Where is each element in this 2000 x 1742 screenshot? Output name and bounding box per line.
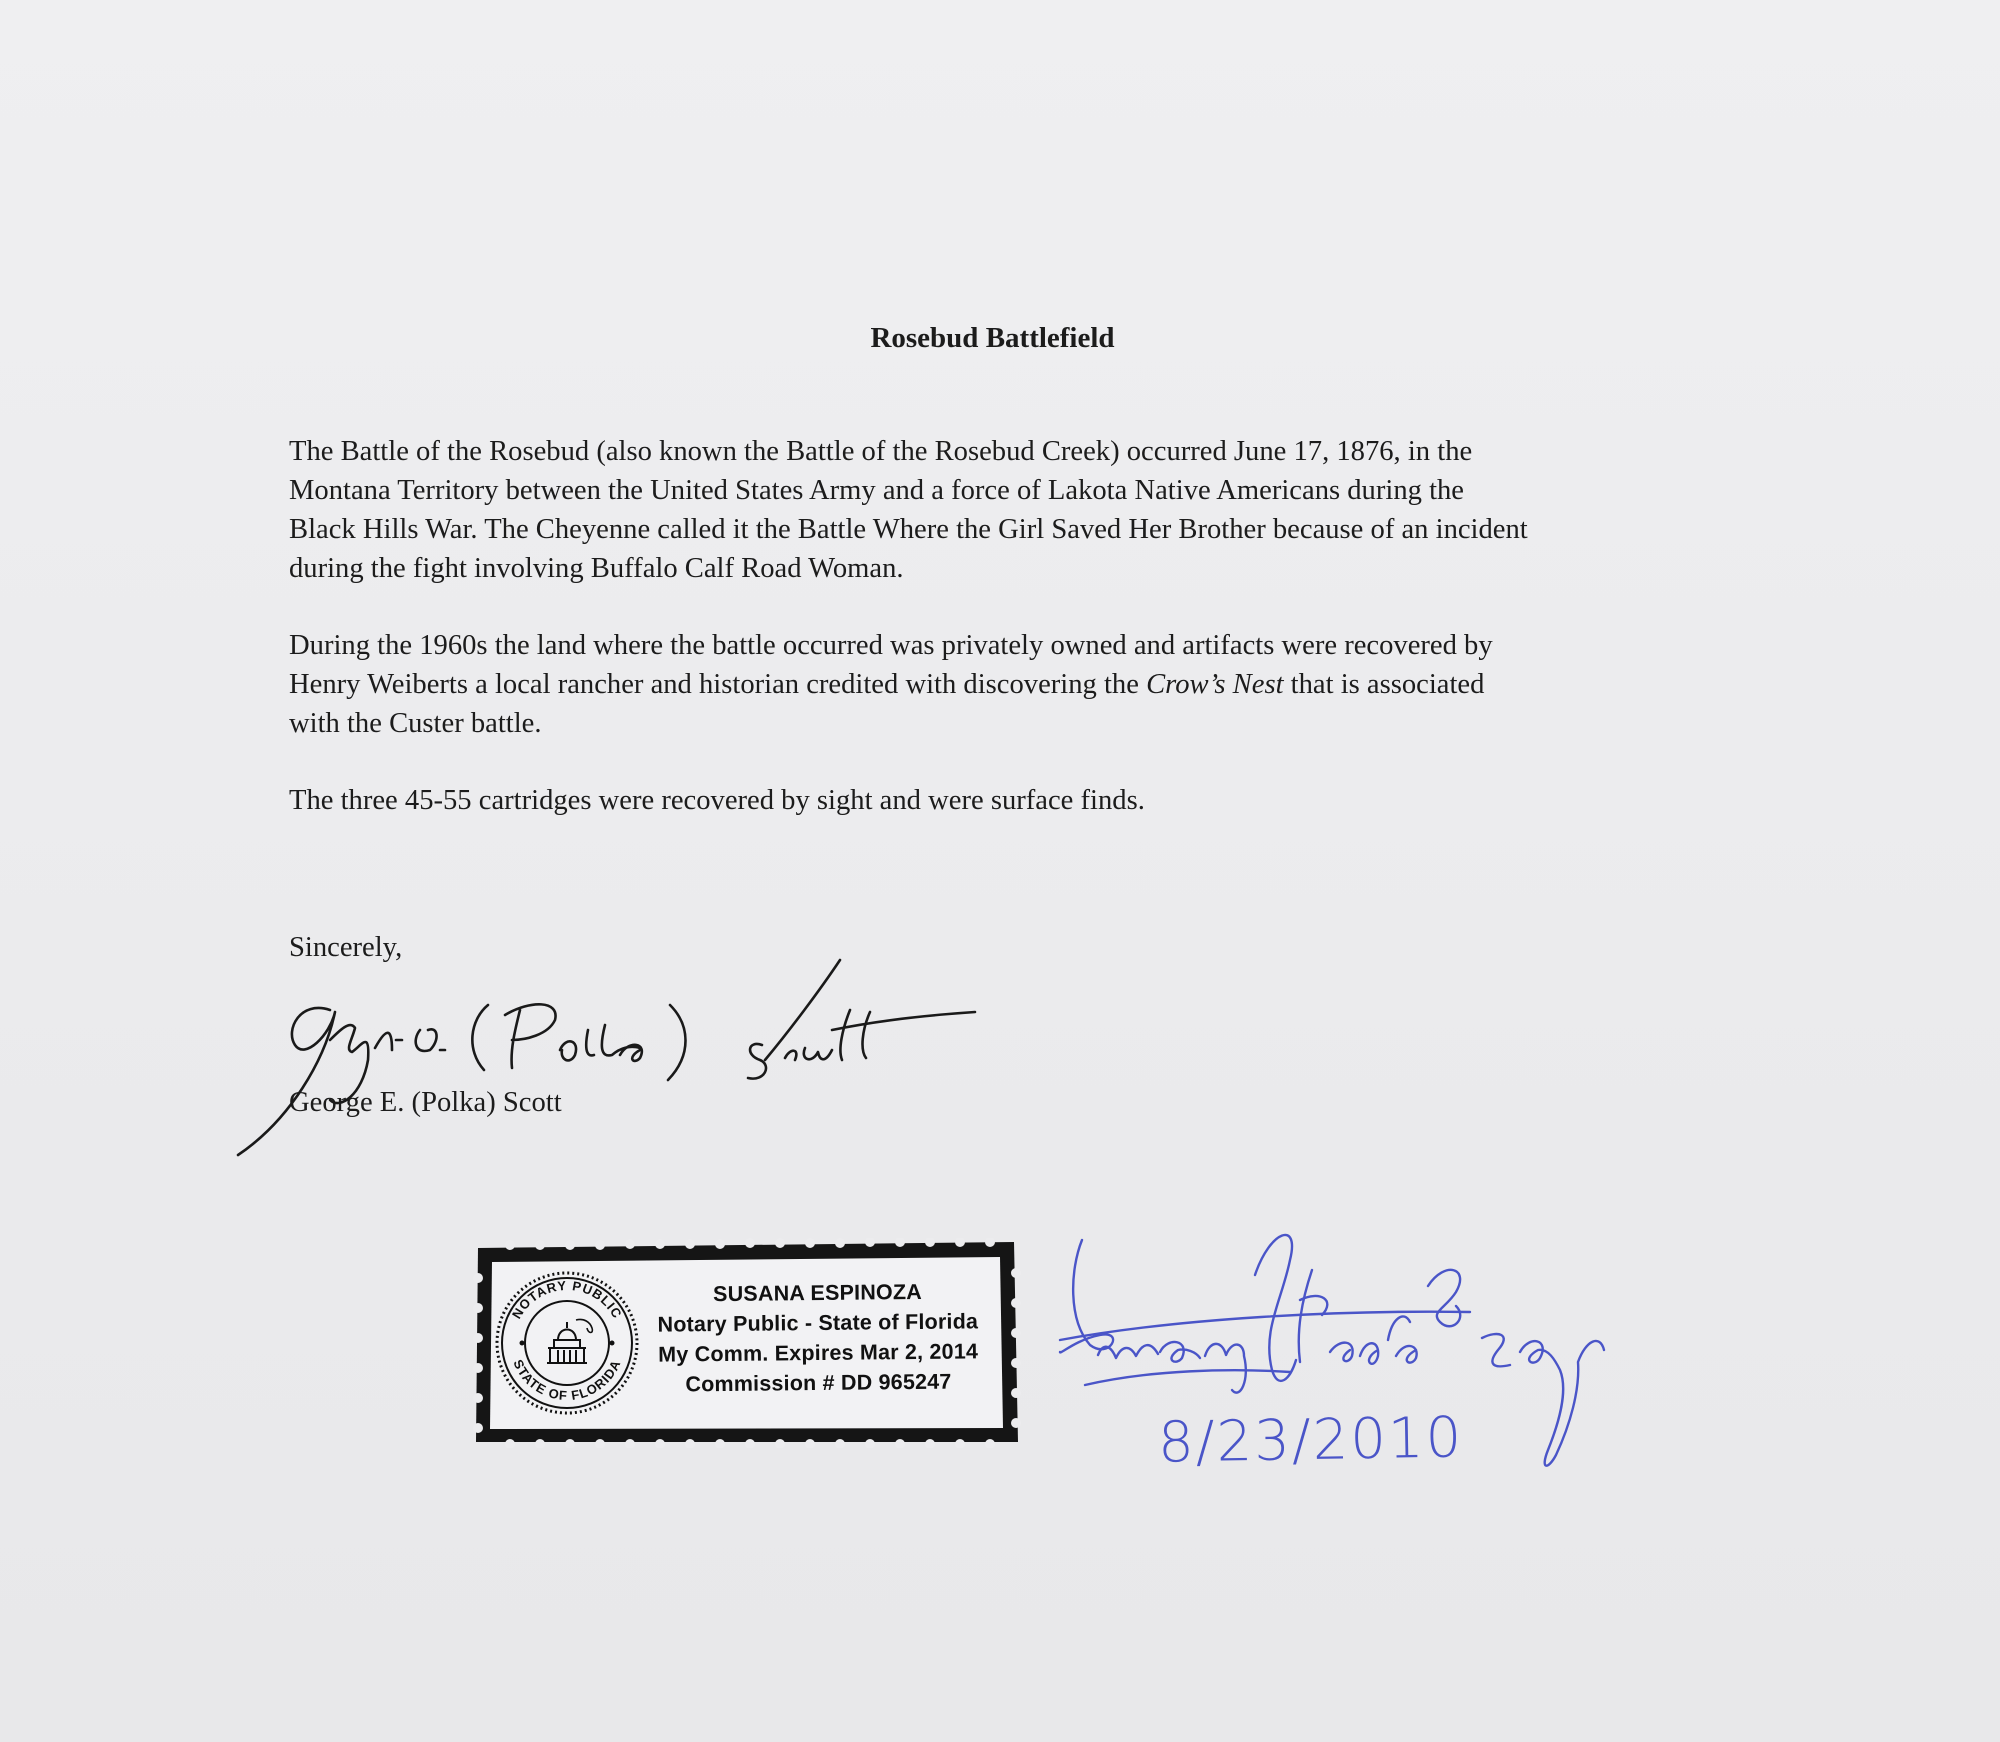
- notary-stamp: [470, 1238, 1022, 1448]
- signer-signature: [238, 960, 975, 1155]
- crows-nest-italic: Crow’s Nest: [1146, 669, 1284, 700]
- paragraph-cartridges: The three 45-55 cartridges were recovered by sight and were surface finds.: [289, 785, 1145, 816]
- notary-seal: [492, 1268, 642, 1418]
- closing-salutation: Sincerely,: [289, 932, 403, 963]
- notary-stamp-text: [647, 1276, 988, 1400]
- notary-handwritten-date: 8/23/2010: [1157, 1405, 1464, 1476]
- notary-title: Notary Public - State of Florida: [657, 1309, 979, 1337]
- capitol-building-icon: [547, 1319, 592, 1363]
- signer-name: George E. (Polka) Scott: [289, 1087, 562, 1118]
- notary-commission-number: Commission # DD 965247: [685, 1369, 952, 1397]
- seal-ring-bottom-text: STATE OF FLORIDA: [510, 1357, 624, 1404]
- seal-ring-top-text: NOTARY PUBLIC: [508, 1277, 626, 1322]
- document-title: Rosebud Battlefield: [870, 322, 1115, 354]
- notary-commission-expiry: My Comm. Expires Mar 2, 2014: [658, 1339, 979, 1367]
- paragraph-land-ownership: During the 1960s the land where the battle occurred was privately owned and artifacts were recovered by Henry Weiberts a local rancher and historian credited with discovering the Crow’s Nest that is associated with the Custer battle.: [289, 630, 1493, 739]
- svg-text:STATE OF FLORIDA: [510, 1357, 623, 1403]
- paragraph-battle-history: The Battle of the Rosebud (also known the Battle of the Rosebud Creek) occurred June 17, 1876, in the Montana Territory between the United States Army and a force of Lakota Native Americans during the Black Hills War. The Cheyenne called it the Battle Where the Girl Saved Her Brother because of an incident during the fight involving Buffalo Calf Road Woman.: [289, 436, 1528, 584]
- notary-name: SUSANA ESPINOZA: [712, 1279, 923, 1307]
